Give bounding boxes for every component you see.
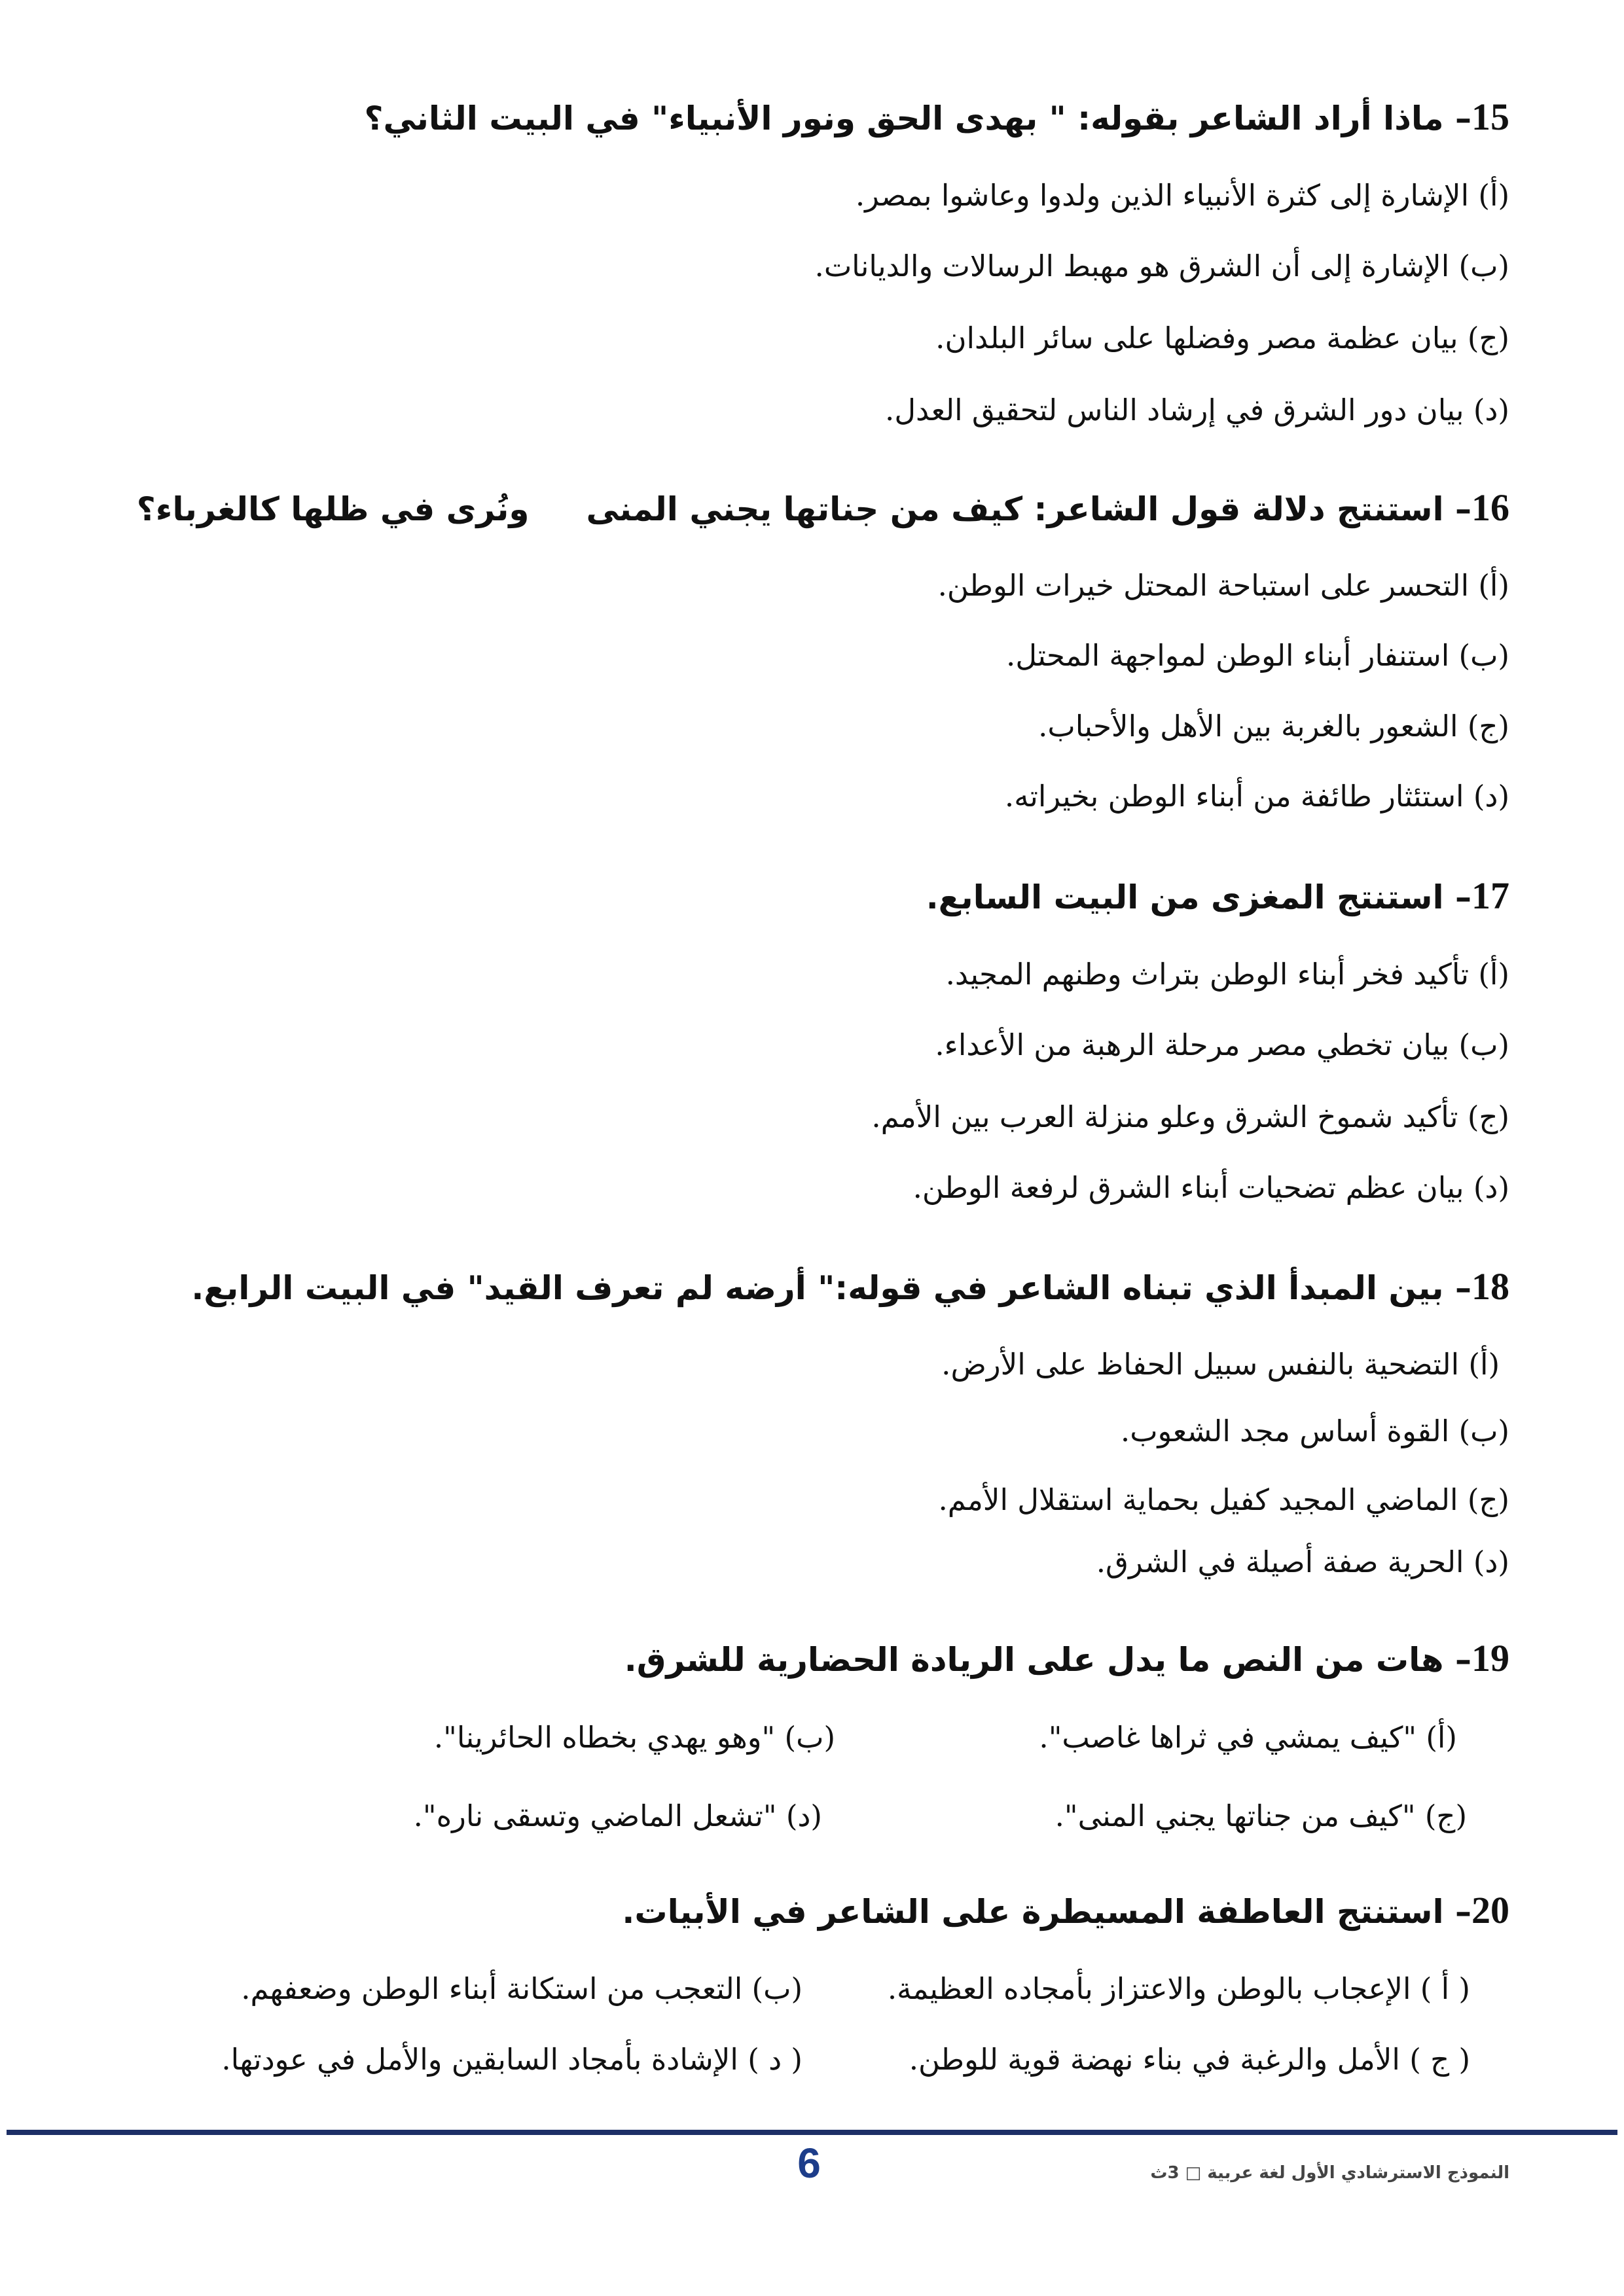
- question-number: 20: [1471, 1889, 1509, 1931]
- footer-divider: [7, 2130, 1617, 2135]
- question-16-title: [137, 486, 1509, 529]
- q20-option-c: ( ج ) الأمل والرغبة في بناء نهضة قوية للوطن.: [909, 2042, 1470, 2077]
- q15-option-a: (أ) الإشارة إلى كثرة الأنبياء الذين ولدوا وعاشوا بمصر.: [855, 178, 1509, 213]
- q19-option-c: (ج) "كيف من جناتها يجني المنى".: [1055, 1799, 1467, 1833]
- question-text: – ماذا أراد الشاعر بقوله: " بهدى الحق ونور الأنبياء" في البيت الثاني؟: [364, 99, 1471, 137]
- q18-option-d: (د) الحرية صفة أصيلة في الشرق.: [1096, 1545, 1509, 1579]
- question-number: 18: [1471, 1265, 1509, 1308]
- q20-option-d: ( د ) الإشادة بأمجاد السابقين والأمل في عودتها.: [221, 2042, 803, 2077]
- question-text: – استنتج المغزى من البيت السابع.: [926, 878, 1471, 916]
- q17-option-b: (ب) بيان تخطي مصر مرحلة الرهبة من الأعداء.: [935, 1028, 1509, 1062]
- question-17-title: [926, 874, 1509, 918]
- q17-option-d: (د) بيان عظم تضحيات أبناء الشرق لرفعة الوطن.: [912, 1170, 1509, 1205]
- question-text: – استنتج العاطفة المسيطرة على الشاعر في الأبيات.: [622, 1893, 1471, 1931]
- q18-option-b: (ب) القوة أساس مجد الشعوب.: [1120, 1414, 1509, 1448]
- q16-option-b: (ب) استنفار أبناء الوطن لمواجهة المحتل.: [1006, 638, 1509, 673]
- q18-option-a: (أ) التضحية بالنفس سبيل الحفاظ على الأرض.: [941, 1347, 1500, 1382]
- question-number: 15: [1471, 96, 1509, 138]
- question-19-title: [624, 1636, 1509, 1680]
- q19-option-a: (أ) "كيف يمشي في ثراها غاصب".: [1039, 1720, 1457, 1755]
- question-number: 19: [1471, 1637, 1509, 1679]
- q16-option-c: (ج) الشعور بالغربة بين الأهل والأحباب.: [1038, 709, 1509, 744]
- q15-option-b: (ب) الإشارة إلى أن الشرق هو مهبط الرسالات والديانات.: [814, 249, 1509, 283]
- q19-option-d: (د) "تشعل الماضي وتسقى ناره".: [413, 1799, 822, 1833]
- q18-option-c: (ج) الماضي المجيد كفيل بحماية استقلال الأمم.: [938, 1482, 1509, 1517]
- q15-option-d: (د) بيان دور الشرق في إرشاد الناس لتحقيق العدل.: [885, 393, 1509, 427]
- question-number: 17: [1471, 874, 1509, 917]
- question-15-title: [364, 95, 1509, 139]
- q16-option-d: (د) استئثار طائفة من أبناء الوطن بخيراته.: [1004, 779, 1509, 814]
- q15-option-c: (ج) بيان عظمة مصر وفضلها على سائر البلدان.: [935, 321, 1509, 355]
- question-text: – استنتج دلالة قول الشاعر: كيف من جناتها يجني المنى ونُرى في ظلها كالغرباء؟: [136, 490, 1471, 528]
- q19-option-b: (ب) "وهو يهدي بخطاه الحائرينا".: [433, 1720, 835, 1755]
- q20-option-a: ( أ ) الإعجاب بالوطن والاعتزاز بأمجاده العظيمة.: [887, 1971, 1470, 2006]
- q16-option-a: (أ) التحسر على استباحة المحتل خيرات الوطن.: [937, 568, 1509, 603]
- question-number: 16: [1471, 486, 1509, 529]
- question-20-title: [622, 1888, 1509, 1932]
- question-text: – بين المبدأ الذي تبناه الشاعر في قوله:" أرضه لم تعرف القيد" في البيت الرابع.: [191, 1269, 1471, 1307]
- question-18-title: [191, 1265, 1509, 1308]
- q17-option-a: (أ) تأكيد فخر أبناء الوطن بتراث وطنهم المجيد.: [945, 957, 1509, 992]
- q20-option-b: (ب) التعجب من استكانة أبناء الوطن وضعفهم.: [241, 1971, 803, 2006]
- question-text: – هات من النص ما يدل على الريادة الحضارية للشرق.: [624, 1641, 1471, 1679]
- footer-text: النموذج الاسترشادي الأول لغة عربية □ 3ث: [1150, 2163, 1509, 2183]
- page-number: 6: [797, 2140, 821, 2187]
- q17-option-c: (ج) تأكيد شموخ الشرق وعلو منزلة العرب بين الأمم.: [871, 1100, 1509, 1134]
